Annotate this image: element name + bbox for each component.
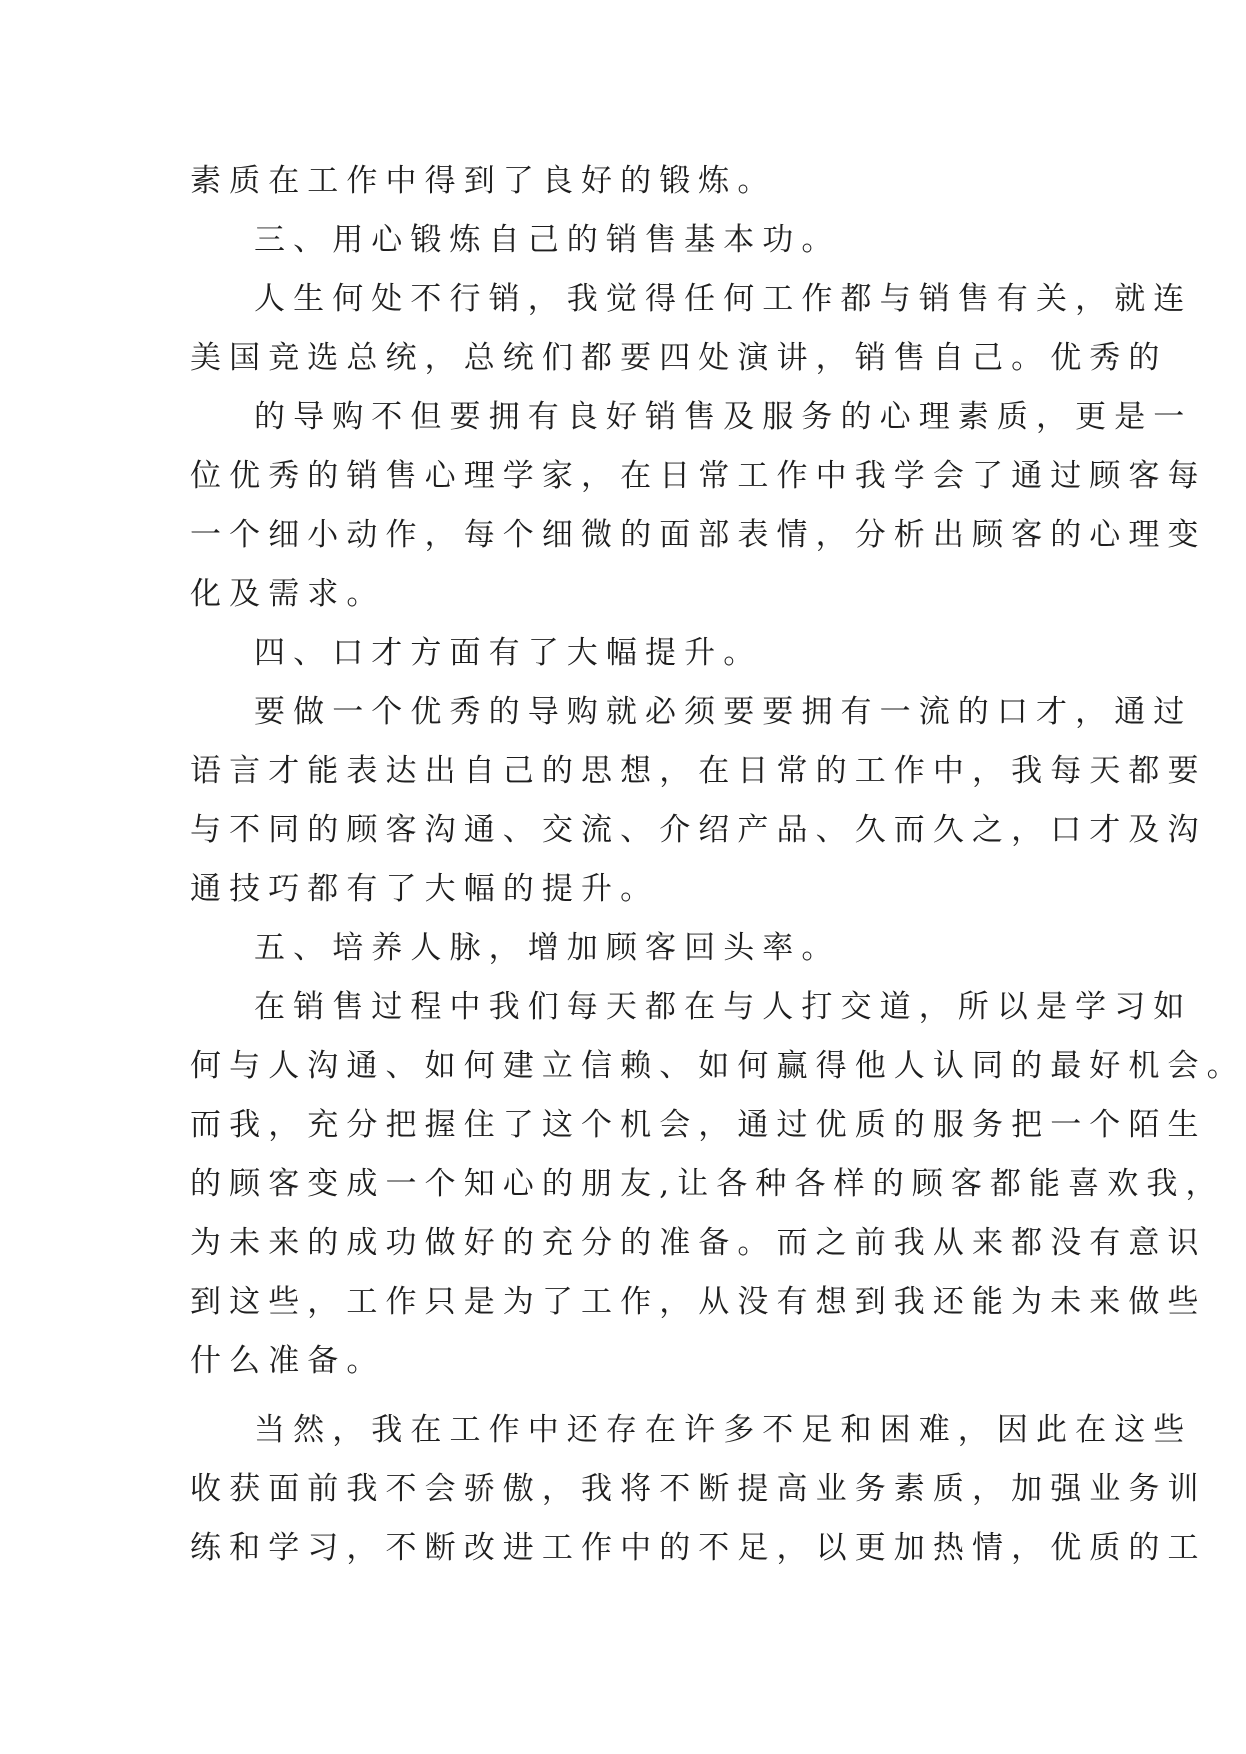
text-line: 要做一个优秀的导购就必须要要拥有一流的口才，通过 <box>254 694 1193 730</box>
text-line: 什么准备。 <box>190 1343 386 1379</box>
section-heading-5: 五、培养人脉，增加顾客回头率。 <box>254 930 841 966</box>
text-line: 到这些，工作只是为了工作，从没有想到我还能为未来做些 <box>190 1284 1207 1320</box>
text-line: 位优秀的销售心理学家，在日常工作中我学会了通过顾客每 <box>190 458 1207 494</box>
text-line: 的导购不但要拥有良好销售及服务的心理素质，更是一 <box>254 399 1193 435</box>
document-body <box>190 152 1246 1578</box>
text-line: 练和学习，不断改进工作中的不足，以更加热情，优质的工 <box>190 1530 1207 1566</box>
section-heading-4: 四、口才方面有了大幅提升。 <box>254 635 763 671</box>
text-line: 当然，我在工作中还存在许多不足和困难，因此在这些 <box>254 1412 1193 1448</box>
text-line: 与不同的顾客沟通、交流、介绍产品、久而久之，口才及沟 <box>190 812 1207 848</box>
text-line: 在销售过程中我们每天都在与人打交道，所以是学习如 <box>254 989 1193 1025</box>
text-line: 美国竞选总统，总统们都要四处演讲，销售自己。优秀的 <box>190 340 1168 376</box>
text-line: 一个细小动作，每个细微的面部表情，分析出顾客的心理变 <box>190 517 1207 553</box>
text-line: 素质在工作中得到了良好的锻炼。 <box>190 163 777 199</box>
text-line: 的顾客变成一个知心的朋友,让各种各样的顾客都能喜欢我， <box>190 1166 1225 1202</box>
text-line: 语言才能表达出自己的思想，在日常的工作中，我每天都要 <box>190 753 1207 789</box>
section-heading-3: 三、用心锻炼自己的销售基本功。 <box>254 222 841 258</box>
paragraph-gap <box>190 1391 1060 1401</box>
text-line: 为未来的成功做好的充分的准备。而之前我从来都没有意识 <box>190 1225 1207 1261</box>
text-line: 通技巧都有了大幅的提升。 <box>190 871 660 907</box>
text-line: 人生何处不行销，我觉得任何工作都与销售有关，就连 <box>254 281 1193 317</box>
text-line: 而我，充分把握住了这个机会，通过优质的服务把一个陌生 <box>190 1107 1207 1143</box>
text-line: 何与人沟通、如何建立信赖、如何赢得他人认同的最好机会。 <box>190 1048 1246 1084</box>
text-line: 收获面前我不会骄傲，我将不断提高业务素质，加强业务训 <box>190 1471 1207 1507</box>
text-line: 化及需求。 <box>190 576 386 612</box>
